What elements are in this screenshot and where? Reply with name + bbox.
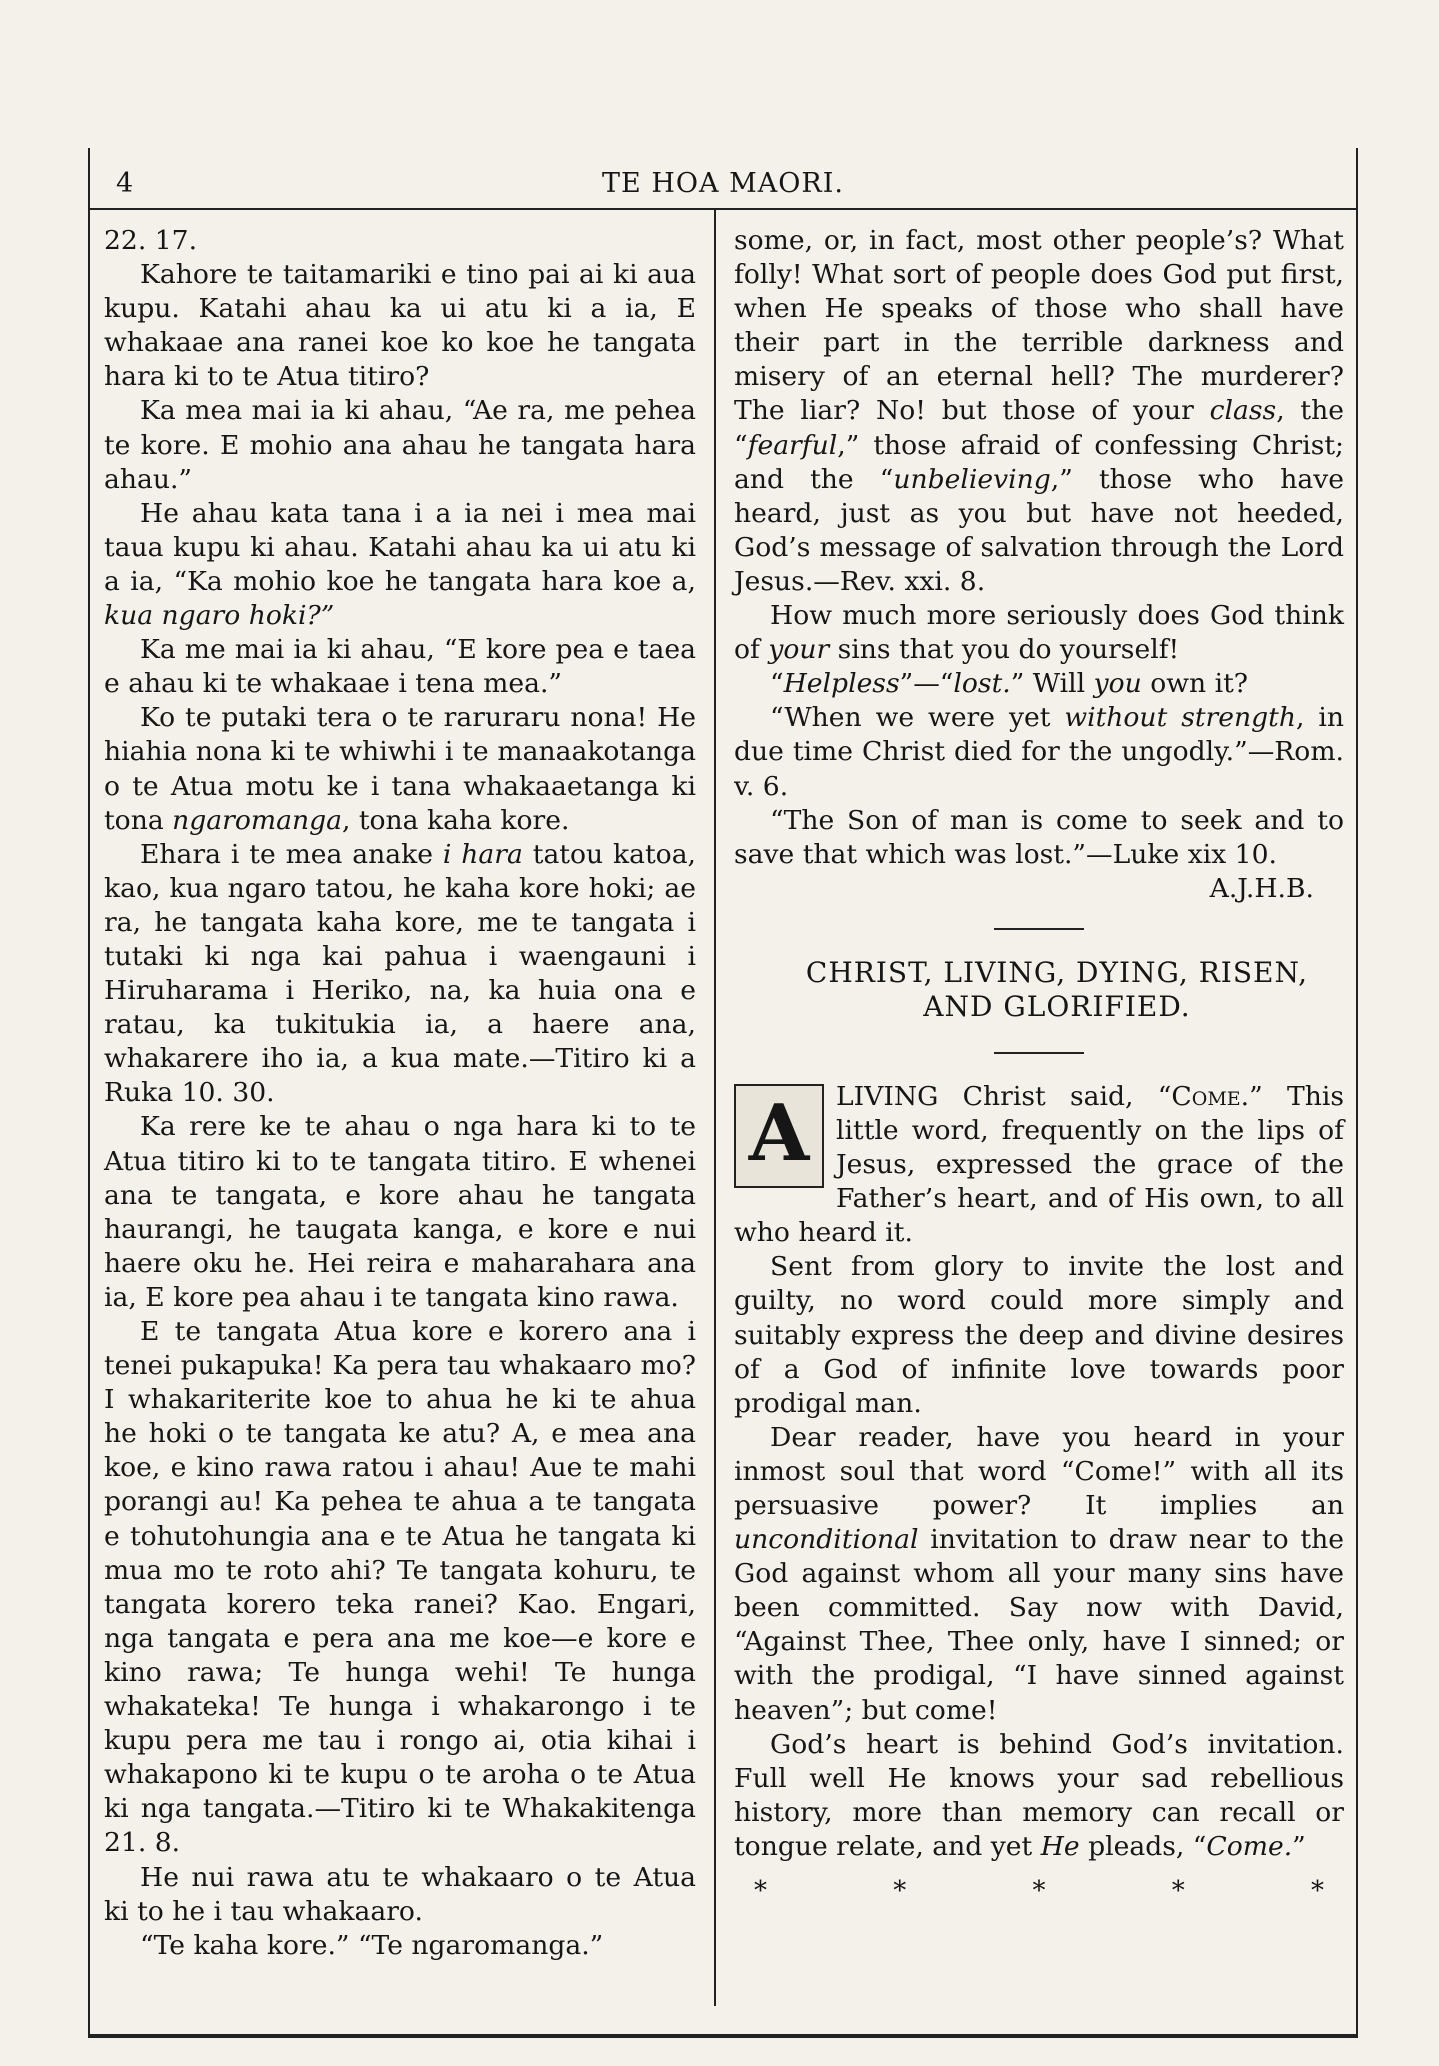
left-column	[104, 224, 696, 1963]
paragraph: “Helpless”—“lost.” Will you own it?	[770, 668, 1249, 700]
bottom-rule	[88, 2034, 1358, 2038]
paragraph: “When we were yet without strength, in due time Christ died for the ungodly.”—Rom. v. 6.	[734, 702, 1344, 802]
paragraph: “The Son of man is come to seek and to save that which was lost.”—Luke xix 10.	[734, 804, 1344, 870]
asterisk: *	[1032, 1876, 1046, 1907]
section-title: CHRIST, LIVING, DYING, RISEN,	[805, 955, 1309, 989]
paragraph: LIVING Christ said, “Come.” This little word, frequently on the lips of Jesus, expressed the grace of the Father’s heart, and of His own, to all who heard it.	[734, 1080, 1345, 1249]
paragraph: Ka me mai ia ki ahau, “E kore pea e taea e ahau ki te whakaae i tena mea.”	[104, 634, 696, 700]
paragraph: Ehara i te mea anake i hara tatou katoa, kao, kua ngaro tatou, he kaha kore hoki; ae ra, he tangata kaha kore, me te tangata i tutaki ki nga kai pahua i waengauni i Hiruharama i Heriko, na, ka huia ona e ratau, ka tukitukia ia, a haere ana, whakarere iho ia, a kua mate.—Titiro ki a Ruka 10. 30.	[104, 838, 696, 1109]
paragraph: Ko te putaki tera o te raruraru nona! He hiahia nona ki te whiwhi i te manaakotanga o te Atua motu ke i tana whakaaetanga ki tona ngaromanga, tona kaha kore.	[104, 702, 696, 836]
separator-rule	[994, 928, 1084, 930]
signature: A.J.H.B.	[1209, 872, 1314, 904]
paragraph: some, or, in fact, most other people’s? What folly! What sort of people does God put first, when He speaks of those who shall have their part in the terrible darkness and misery of an eternal hell? The murderer? The liar? No! but those of your class, the “fearful,” those afraid of confessing Christ; and the “unbelieving,” those who have heard, just as you but have not heeded, God’s message of salvation through the Lord Jesus.—Rev. xxi. 8.	[734, 225, 1344, 597]
paragraph: E te tangata Atua kore e korero ana i tenei pukapuka! Ka pera tau whakaaro mo? I whakariterite koe to ahua he ki te ahua he hoki o te tangata ke atu? A, e mea ana koe, e kino rawa ratou i ahau! Aue te mahi porangi au! Ka pehea te ahua a te tangata e tohutohungia ana e te Atua he tangata ki mua mo te roto ahi? Te tangata kohuru, te tangata korero teka ranei? Kao. Engari, nga tangata e pera ana me koe—e kore e kino rawa; Te hunga wehi! Te hunga whakateka! Te hunga i whakarongo i te kupu pera me tau i rongo ai, otia kihai i whakapono ki te kupu o te aroha o te Atua ki nga tangata.—Titiro ki te Whakakitenga 21. 8.	[104, 1316, 696, 1859]
paragraph: God’s heart is behind God’s invitation. Full well He knows your sad rebellious history, more than memory can recall or tongue relate, and yet He pleads, “Come.”	[734, 1728, 1344, 1862]
asterisk: *	[1171, 1876, 1185, 1907]
paragraph: He nui rawa atu te whakaaro o te Atua ki to he i tau whakaaro.	[104, 1861, 696, 1927]
paragraph: How much more seriously does God think of your sins that you do yourself!	[734, 600, 1344, 666]
article-start	[734, 1080, 1344, 1250]
asterisk: *	[754, 1876, 767, 1907]
paragraph: Dear reader, have you heard in your inmost soul that word “Come!” with all its persuasive power? It implies an unconditional invitation to draw near to the God against whom all your many sins have been committed. Say now with David, “Against Thee, Thee only, have I sinned; or with the prodigal, “I have sinned against heaven”; but come!	[734, 1421, 1344, 1726]
right-column	[734, 224, 1344, 1908]
page-number: 4	[116, 168, 134, 199]
section-title: AND GLORIFIED.	[923, 989, 1191, 1023]
page-frame	[88, 148, 1358, 2036]
paragraph: Sent from glory to invite the lost and guilty, no word could more simply and suitably express the deep and divine desires of a God of infinite love towards poor prodigal man.	[734, 1251, 1344, 1419]
page-header	[90, 148, 1356, 210]
asterisk-divider	[734, 1864, 1344, 1908]
paragraph: 22. 17.	[104, 225, 198, 256]
asterisk: *	[1311, 1876, 1324, 1907]
separator-rule	[994, 1052, 1084, 1054]
paragraph: “Te kaha kore.” “Te ngaromanga.”	[140, 1929, 604, 1961]
decorative-drop-cap: A	[734, 1084, 824, 1188]
asterisk: *	[893, 1876, 907, 1907]
paragraph: Kahore te taitamariki e tino pai ai ki aua kupu. Katahi ahau ka ui atu ki a ia, E whakaae ana ranei koe ko koe he tangata hara ki to te Atua titiro?	[104, 259, 696, 393]
paragraph: Ka mea mai ia ki ahau, “Ae ra, me pehea te kore. E mohio ana ahau he tangata hara ahau.”	[104, 395, 696, 495]
running-title: TE HOA MAORI.	[602, 168, 844, 199]
column-divider	[714, 208, 716, 2006]
paragraph: He ahau kata tana i a ia nei i mea mai taua kupu ki ahau. Katahi ahau ka ui atu ki a ia, “Ka mohio koe he tangata hara koe a, kua ngaro hoki?”	[104, 497, 696, 632]
paragraph: Ka rere ke te ahau o nga hara ki to te Atua titiro ki to te tangata titiro. E whenei ana te tangata, e kore ahau he tangata haurangi, he taugata kanga, e kore e nui haere oku he. Hei reira e maharahara ana ia, E kore pea ahau i te tangata kino rawa.	[104, 1111, 696, 1313]
